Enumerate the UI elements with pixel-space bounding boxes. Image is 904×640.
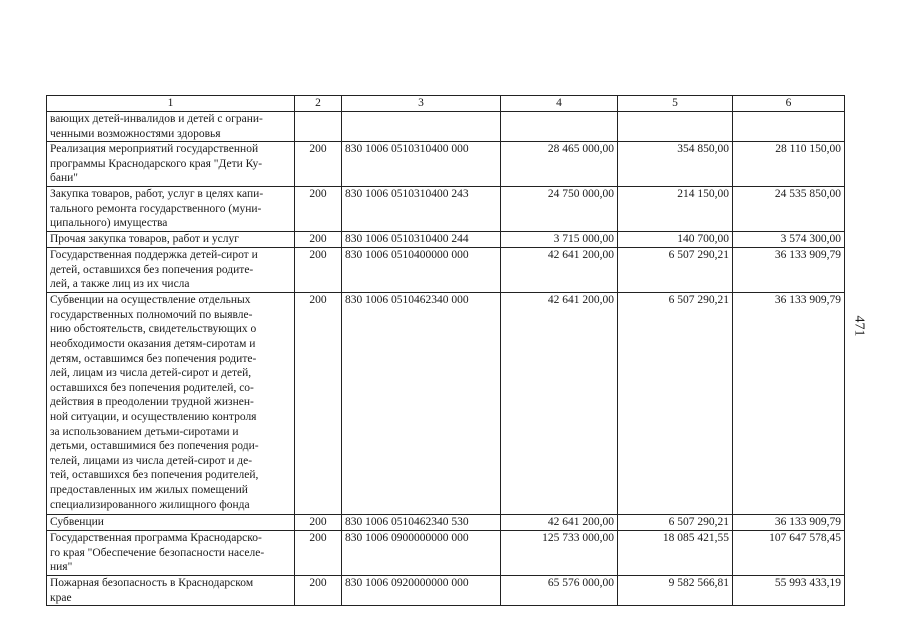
page-number: 471 bbox=[851, 315, 867, 337]
column-header: 4 bbox=[501, 96, 618, 112]
row-description: Субвенции bbox=[47, 515, 295, 531]
row-executed-amount: 6 507 290,21 bbox=[618, 248, 733, 293]
row-executed-amount: 18 085 421,55 bbox=[618, 531, 733, 576]
column-header: 5 bbox=[618, 96, 733, 112]
table-row bbox=[47, 576, 845, 606]
table-header-row bbox=[47, 96, 845, 112]
row-executed-amount: 214 150,00 bbox=[618, 187, 733, 232]
row-budget-code: 830 1006 0510310400 000 bbox=[342, 142, 501, 187]
row-description: Субвенции на осуществление отдельных государственных полномочий по выявле- нию обстоятельств, свидетельствующих о необходимости оказания детям-сиротам и детям, оставшимся без попечения родите- лей, лицам из числа детей-сирот и детей, оставшихся без попечения родителей, со- действия в преодолении трудной жизнен- ной ситуации, и осуществлению контроля за использованием детьми-сиротами и детьми, оставшимися без попечения роди- телей, лицами из числа детей-сирот и де- тей, оставшихся без попечения родителей, предоставленных им жилых помещений специализированного жилищного фонда bbox=[47, 293, 295, 515]
table-row bbox=[47, 248, 845, 293]
row-remaining-amount: 55 993 433,19 bbox=[733, 576, 845, 606]
row-description: Прочая закупка товаров, работ и услуг bbox=[47, 232, 295, 248]
table-row bbox=[47, 293, 845, 515]
table-row bbox=[47, 232, 845, 248]
row-remaining-amount: 3 574 300,00 bbox=[733, 232, 845, 248]
row-executed-amount: 6 507 290,21 bbox=[618, 293, 733, 515]
row-remaining-amount: 36 133 909,79 bbox=[733, 293, 845, 515]
row-code: 200 bbox=[295, 293, 342, 515]
row-executed-amount bbox=[618, 112, 733, 142]
row-code bbox=[295, 112, 342, 142]
row-description: Реализация мероприятий государственной программы Краснодарского края "Дети Ку- бани" bbox=[47, 142, 295, 187]
row-budget-code bbox=[342, 112, 501, 142]
column-header: 6 bbox=[733, 96, 845, 112]
row-approved-amount: 42 641 200,00 bbox=[501, 293, 618, 515]
row-approved-amount bbox=[501, 112, 618, 142]
row-executed-amount: 354 850,00 bbox=[618, 142, 733, 187]
row-approved-amount: 65 576 000,00 bbox=[501, 576, 618, 606]
row-budget-code: 830 1006 0510462340 000 bbox=[342, 293, 501, 515]
row-description: Закупка товаров, работ, услуг в целях капи- тального ремонта государственного (муни- ципального) имущества bbox=[47, 187, 295, 232]
table-row bbox=[47, 515, 845, 531]
row-approved-amount: 42 641 200,00 bbox=[501, 515, 618, 531]
column-header: 1 bbox=[47, 96, 295, 112]
row-code: 200 bbox=[295, 531, 342, 576]
row-remaining-amount: 36 133 909,79 bbox=[733, 515, 845, 531]
column-header: 2 bbox=[295, 96, 342, 112]
row-description: Государственная поддержка детей-сирот и детей, оставшихся без попечения родите- лей, а также лиц из их числа bbox=[47, 248, 295, 293]
row-budget-code: 830 1006 0510462340 530 bbox=[342, 515, 501, 531]
row-executed-amount: 6 507 290,21 bbox=[618, 515, 733, 531]
table-row bbox=[47, 112, 845, 142]
row-description: Государственная программа Краснодарско- го края "Обеспечение безопасности населе- ния" bbox=[47, 531, 295, 576]
table-row bbox=[47, 142, 845, 187]
row-code: 200 bbox=[295, 515, 342, 531]
row-budget-code: 830 1006 0510400000 000 bbox=[342, 248, 501, 293]
row-budget-code: 830 1006 0510310400 244 bbox=[342, 232, 501, 248]
row-remaining-amount: 28 110 150,00 bbox=[733, 142, 845, 187]
row-approved-amount: 3 715 000,00 bbox=[501, 232, 618, 248]
row-budget-code: 830 1006 0510310400 243 bbox=[342, 187, 501, 232]
row-approved-amount: 42 641 200,00 bbox=[501, 248, 618, 293]
row-description: вающих детей-инвалидов и детей с ограни- ченными возможностями здоровья bbox=[47, 112, 295, 142]
row-remaining-amount: 107 647 578,45 bbox=[733, 531, 845, 576]
row-approved-amount: 24 750 000,00 bbox=[501, 187, 618, 232]
row-code: 200 bbox=[295, 248, 342, 293]
row-remaining-amount bbox=[733, 112, 845, 142]
row-approved-amount: 125 733 000,00 bbox=[501, 531, 618, 576]
row-executed-amount: 9 582 566,81 bbox=[618, 576, 733, 606]
row-remaining-amount: 36 133 909,79 bbox=[733, 248, 845, 293]
row-remaining-amount: 24 535 850,00 bbox=[733, 187, 845, 232]
row-budget-code: 830 1006 0920000000 000 bbox=[342, 576, 501, 606]
column-header: 3 bbox=[342, 96, 501, 112]
table-row bbox=[47, 187, 845, 232]
row-description: Пожарная безопасность в Краснодарском крае bbox=[47, 576, 295, 606]
row-executed-amount: 140 700,00 bbox=[618, 232, 733, 248]
row-budget-code: 830 1006 0900000000 000 bbox=[342, 531, 501, 576]
row-code: 200 bbox=[295, 187, 342, 232]
row-approved-amount: 28 465 000,00 bbox=[501, 142, 618, 187]
row-code: 200 bbox=[295, 232, 342, 248]
table-row bbox=[47, 531, 845, 576]
row-code: 200 bbox=[295, 576, 342, 606]
budget-table bbox=[46, 95, 845, 606]
row-code: 200 bbox=[295, 142, 342, 187]
